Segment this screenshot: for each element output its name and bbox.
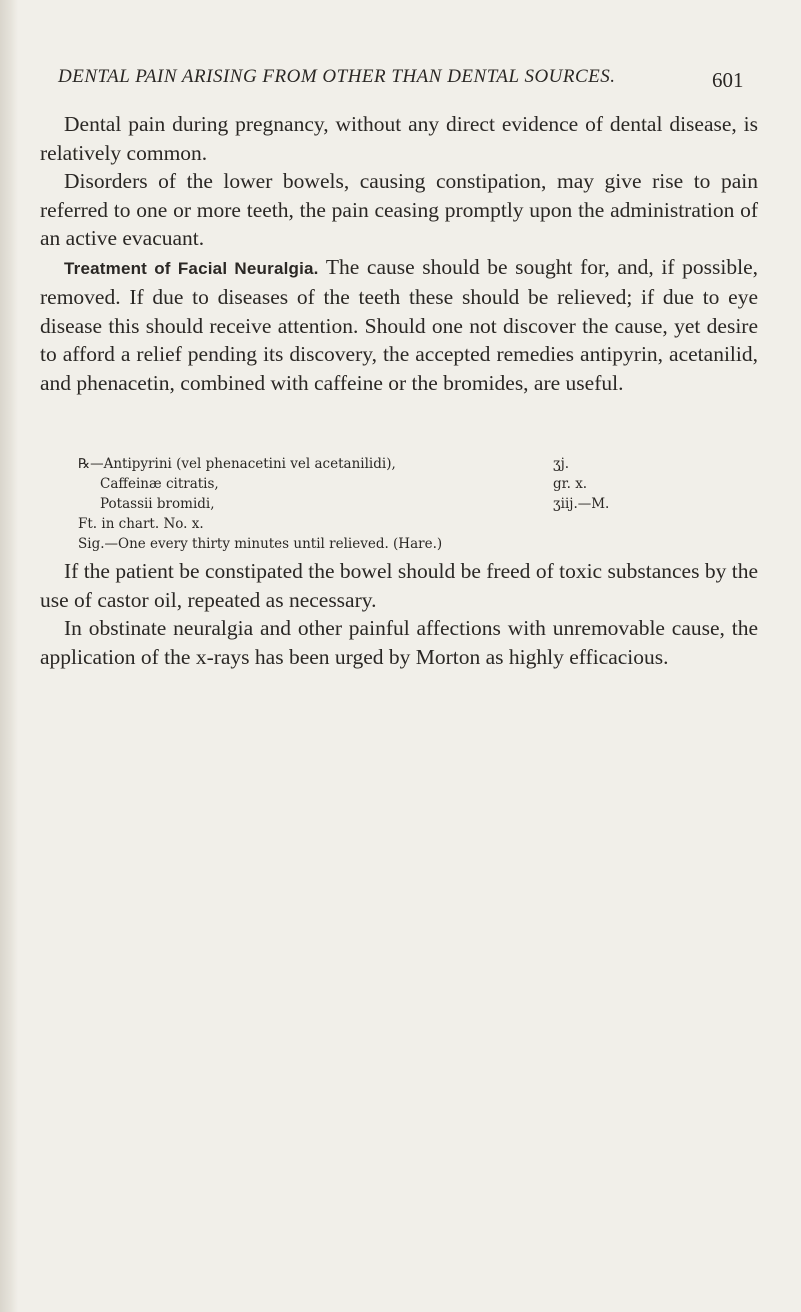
prescription-ft: Ft. in chart. No. x. xyxy=(78,516,204,532)
prescription-sig: Sig.—One every thirty minutes until relieved. (Hare.) xyxy=(78,536,443,552)
closing-text xyxy=(40,557,758,671)
paragraph-bowels: Disorders of the lower bowels, causing constipation, may give rise to pain referred to one or more teeth, the pain ceasing promptly upon the administration of an active evacuant. xyxy=(40,169,758,250)
prescription-drug: Potassii bromidi, xyxy=(100,496,215,512)
prescription-block xyxy=(78,454,678,554)
page-number: 601 xyxy=(712,68,744,92)
prescription-drug: ℞—Antipyrini (vel phenacetini vel acetanilidi), xyxy=(78,456,396,472)
body-text xyxy=(40,110,758,397)
prescription-row xyxy=(78,474,678,494)
paragraph-treatment xyxy=(40,253,758,398)
prescription-dose: gr. x. xyxy=(553,476,588,492)
prescription-drug: Caffeinæ citratis, xyxy=(100,476,219,492)
paragraph-xrays: In obstinate neuralgia and other painful affections with unremovable cause, the application of the x-rays has been urged by Morton as highly efficacious. xyxy=(40,616,758,669)
prescription-row xyxy=(78,454,678,474)
treatment-heading: Treatment of Facial Neuralgia. xyxy=(64,258,319,278)
paragraph-pregnancy: Dental pain during pregnancy, without any direct evidence of dental disease, is relatively common. xyxy=(40,112,758,165)
paragraph-constipation: If the patient be constipated the bowel should be freed of toxic substances by the use of castor oil, repeated as necessary. xyxy=(40,559,758,612)
prescription-row xyxy=(78,494,678,514)
running-head: DENTAL PAIN ARISING FROM OTHER THAN DENTAL SOURCES. xyxy=(58,66,616,87)
prescription-dose: ʒj. xyxy=(553,456,570,472)
treatment-text: The cause should be sought for, and, if possible, removed. If due to diseases of the teeth these should be relieved; if due to eye disease this should receive attention. Should one not discover the cause, yet desire to afford a relief pending its discovery, the accepted remedies antipyrin, acetanilid, and phenacetin, combined with caffeine or the bromides, are useful. xyxy=(40,254,758,395)
prescription-dose: ʒiij.—M. xyxy=(553,496,610,512)
